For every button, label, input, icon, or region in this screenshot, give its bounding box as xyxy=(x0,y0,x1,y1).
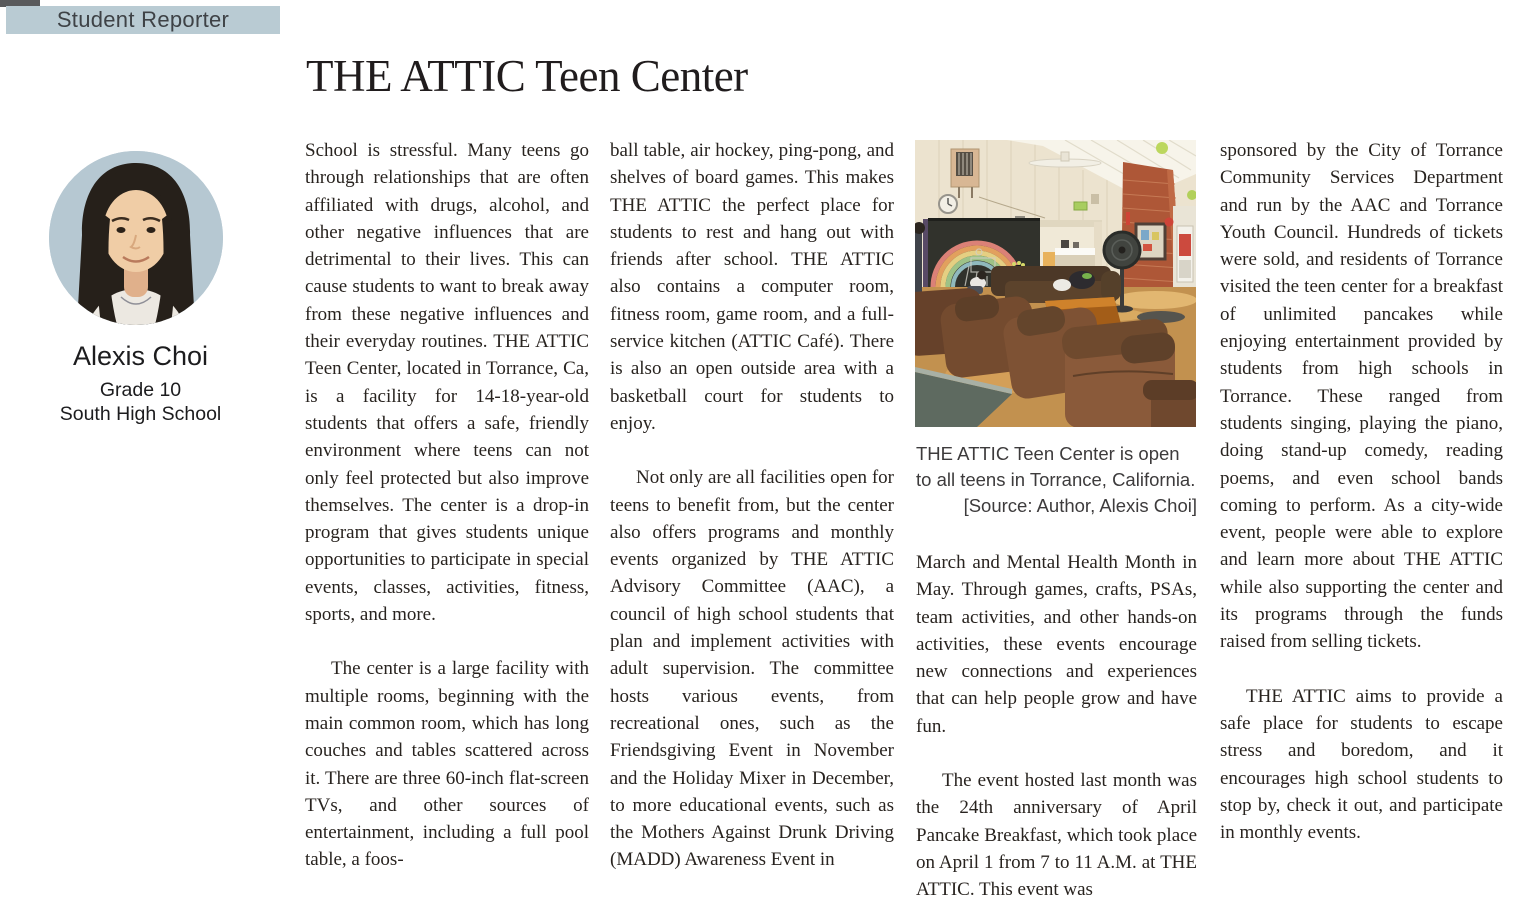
photo-caption-block xyxy=(916,441,1197,519)
section-banner xyxy=(6,6,280,34)
photo-credit: [Source: Author, Alexis Choi] xyxy=(963,495,1197,516)
teen-center-photo-illustration xyxy=(915,140,1196,427)
author-grade: Grade 10 xyxy=(99,379,182,401)
paragraph: The center is a large facility with multiple rooms, beginning with the main common room, which has long couches and tables scattered across it. There are three 60-inch flat-screen TVs, and other sources of entertainment, including a full pool table, a foos- xyxy=(305,658,589,871)
author-school: South High School xyxy=(59,403,222,425)
paragraph: THE ATTIC aims to provide a safe place for students to escape stress and boredom, and it encourages high school students to stop by, check it out, and participate in monthly events. xyxy=(1220,685,1503,844)
section-label: Student Reporter xyxy=(56,7,230,32)
teen-center-photo xyxy=(915,140,1196,427)
paragraph: Not only are all facilities open for teens to benefit from, but the center also offers programs and monthly events organized by THE ATTIC Advisory Committee (AAC), a council of high school students that plan and implement activities with adult supervision. The committee hosts various events, from recreational ones, such as the Friendsgiving Event in November and the Holiday Mixer in December, to more educational events, such as the Mothers Against Drunk Driving (MADD) Awareness Event in xyxy=(610,467,894,871)
paragraph: School is stressful. Many teens go through relationships that are often affiliated with drugs, alcohol, and other negative influences that are detrimental to their lives. This can cause students to want to break away from these negative influences and their everyday routines. THE ATTIC Teen Center, located in Torrance, Ca, is a facility for 14-18-year-old students that offers a safe, friendly environment where teens can not only feel protected but also improve themselves. The center is a drop-in program that gives students unique opportunities to participate in special events, classes, activities, fitness, sports, and more. xyxy=(305,140,589,626)
author-portrait xyxy=(49,151,223,325)
article-column-2 xyxy=(610,137,894,874)
paragraph: The event hosted last month was the 24th anniversary of April Pancake Breakfast, which took place on April 1 from 7 to 11 A.M. at THE ATTIC. This event was xyxy=(916,770,1197,901)
paragraph: ball table, air hockey, ping-pong, and shelves of board games. This makes THE ATTIC the perfect place for students to rest and hang out with friends after school. THE ATTIC also contains a computer room, fitness room, game room, and a full-service kitchen (ATTIC Café). There is also an open outside area with a basketball court for students to enjoy. xyxy=(610,140,894,434)
photo-caption: THE ATTIC Teen Center is open to all teens in Torrance, California. xyxy=(916,443,1196,490)
article-column-1 xyxy=(305,137,589,874)
author-name: Alexis Choi xyxy=(72,341,209,371)
article-column-3 xyxy=(916,549,1197,904)
paragraph: sponsored by the City of Torrance Community Services Department and run by the AAC and Torrance Youth Council. Hundreds of tickets were sold, and residents of Torrance visited the teen center for a breakfast of unlimited pancakes while enjoying entertainment provided by students from high schools in Torrance. These ranged from students singing, playing the piano, doing stand-up comedy, reading poems, and even school bands coming to perform. As a city-wide event, people were able to explore and learn more about THE ATTIC while also supporting the center and its programs through the funds raised from selling tickets. xyxy=(1220,140,1503,653)
page-title: THE ATTIC Teen Center xyxy=(306,51,748,101)
author-portrait-illustration xyxy=(49,151,223,325)
paragraph: March and Mental Health Month in May. Through games, crafts, PSAs, team activities, and other hands-on activities, these events encourage new connections and experiences that can help people grow and have fun. xyxy=(916,552,1197,737)
article-column-4 xyxy=(1220,137,1503,846)
wall-clock-icon xyxy=(939,195,957,213)
